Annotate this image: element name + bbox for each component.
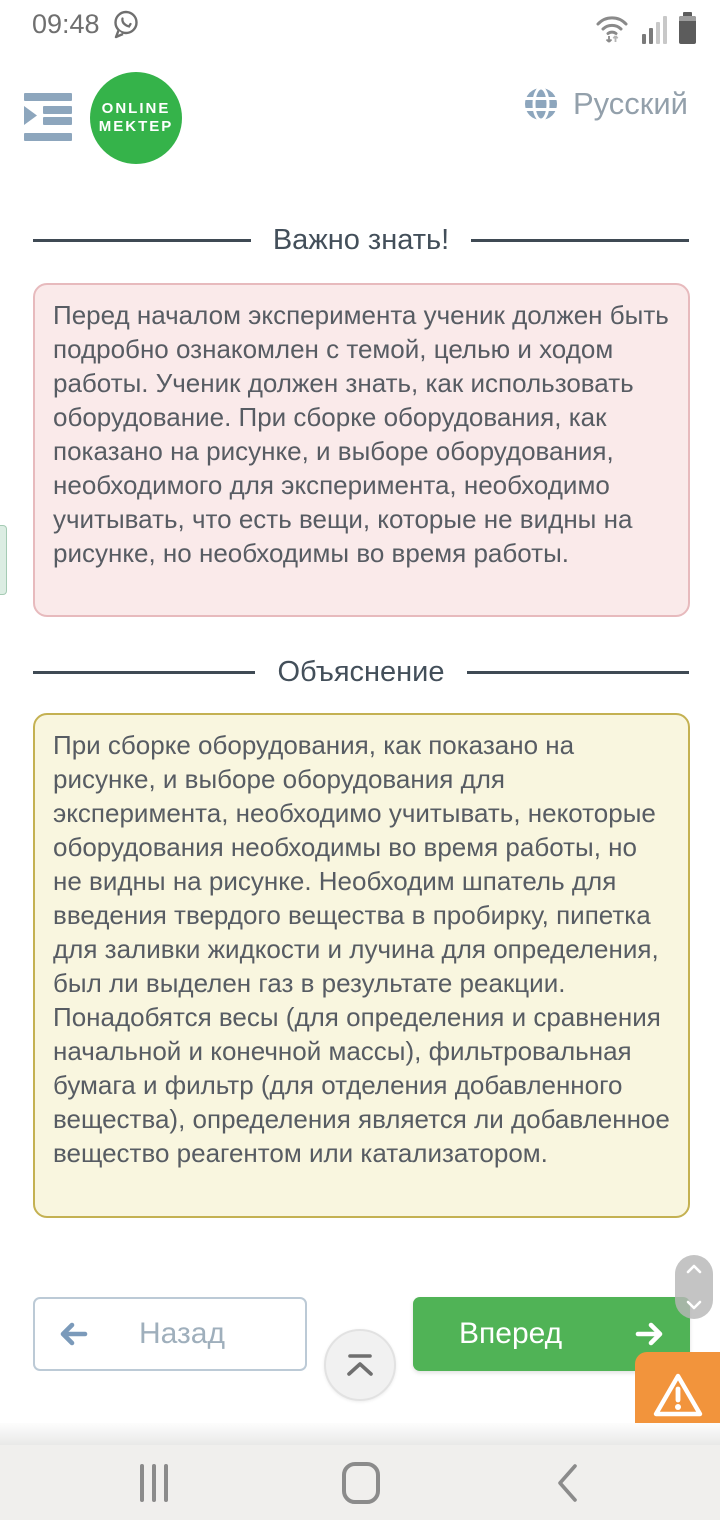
- language-label: Русский: [572, 86, 688, 121]
- scroll-to-top-button[interactable]: [324, 1329, 396, 1401]
- whatsapp-icon: [110, 8, 142, 40]
- important-note-text: Перед началом эксперимента ученик должен быть подробно ознакомлен с темой, целью и ходом работы. Ученик должен знать, как использовать оборудование. При сборке оборудования, как показано на рисунке, и выборе оборудования, необходимого для эксперимента, необходимо учитывать, что есть вещи, которые не видны на рисунке, но необходимы во время работы.: [53, 300, 669, 568]
- important-title: Важно знать!: [272, 224, 450, 256]
- signal-icon: [642, 16, 667, 44]
- section-title-explanation: [33, 656, 689, 689]
- status-left: [32, 8, 142, 40]
- battery-icon: [679, 16, 696, 44]
- status-right: [594, 12, 696, 44]
- back-button-label: Назад: [139, 1317, 225, 1350]
- scrollbar[interactable]: [675, 1255, 713, 1319]
- divider-line: [33, 671, 255, 674]
- explanation-box: [33, 713, 690, 1218]
- back-button[interactable]: [33, 1297, 307, 1371]
- warning-icon: [652, 1371, 704, 1419]
- scrollbar-chevrons-icon: [675, 1255, 713, 1319]
- nav-back-icon[interactable]: [554, 1462, 580, 1504]
- logo-line2: MEKTEP: [98, 118, 174, 135]
- app-header: [0, 72, 720, 164]
- clock-time: 09:48: [32, 8, 100, 39]
- divider-line: [471, 239, 689, 242]
- section-title-important: [33, 224, 689, 257]
- globe-icon: [523, 86, 559, 122]
- divider-line: [33, 239, 251, 242]
- android-navigation-bar: [0, 1445, 720, 1520]
- forward-arrow-icon: [634, 1320, 664, 1348]
- status-bar: [0, 8, 720, 54]
- back-arrow-icon: [59, 1320, 89, 1348]
- scroll-top-icon: [342, 1352, 378, 1378]
- forward-button-label: Вперед: [459, 1317, 563, 1350]
- home-icon[interactable]: [342, 1462, 380, 1504]
- page-bottom-edge: [0, 1423, 720, 1445]
- logo-line1: ONLINE: [101, 100, 171, 117]
- language-switcher[interactable]: [523, 86, 688, 122]
- sidebar-menu-icon[interactable]: [24, 90, 72, 144]
- explanation-text: При сборке оборудования, как показано на рисунке, и выборе оборудования для эксперимента, необходимо учитывать, некоторые оборудования необходимы во время работы, но не видны на рисунке. Необходим шпатель для введения твердого вещества в пробирку, пипетка для заливки жидкости и лучина для определения, был ли выделен газ в результате реакции. Понадобятся весы (для определения и сравнения начальной и конечной массы), фильтровальная бумага и фильтр (для отделения добавленного вещества), определения является ли добавленное вещество реагентом или катализатором.: [53, 730, 670, 1168]
- recents-icon[interactable]: [140, 1464, 168, 1502]
- online-mektep-logo[interactable]: [90, 72, 182, 164]
- wifi-icon: [594, 12, 630, 44]
- side-edge-tab[interactable]: [0, 525, 7, 595]
- explanation-title: Объяснение: [277, 656, 445, 688]
- important-note-box: [33, 283, 690, 617]
- divider-line: [467, 671, 689, 674]
